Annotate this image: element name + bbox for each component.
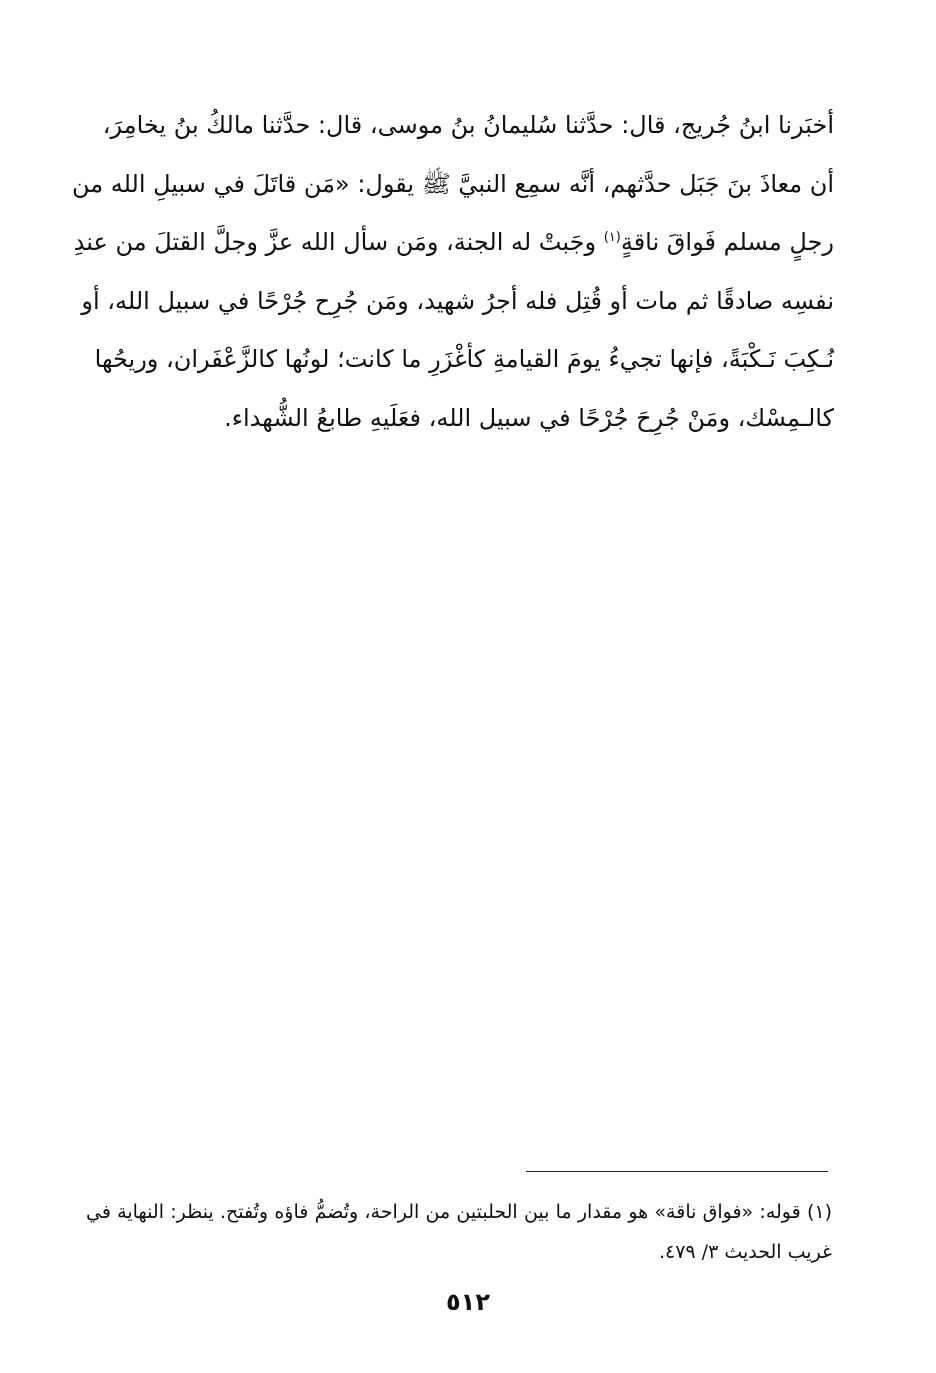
text-line-3	[73, 213, 834, 272]
footnote-block	[86, 1192, 832, 1272]
text-line-3-start: رجلٍ مسلم فَواقَ ناقةٍ	[620, 228, 834, 256]
text-line-1: أخبَرنا ابنُ جُريج، قال: حدَّثنا سُليمانُ بنُ موسى، قال: حدَّثنا مالكُ بنُ يخامِرَ،	[102, 111, 834, 139]
text-line-4: نفسِه صادقًا ثم مات أو قُتِل فله أجرُ شهيد، ومَن جُرِح جُرْحًا في سبيل الله، أو	[81, 286, 834, 315]
footnote-line-2: غريب الحديث ٣/ ٤٧٩.	[658, 1241, 832, 1263]
footnote-reference[interactable]: (١)	[603, 230, 621, 245]
main-text-block	[71, 96, 834, 447]
text-line-2: أن معاذَ بنَ جَبَل حدَّثهم، أنَّه سمِع النبيَّ ﷺ يقول: «مَن قاتَلَ في سبيلِ الله من	[71, 169, 834, 198]
text-line-6: كالـمِسْك، ومَنْ جُرِحَ جُرْحًا في سبيل الله، فعَلَيهِ طابعُ الشُّهداء.	[224, 403, 834, 432]
text-line-5: نُـكِبَ نَـكْبَةً، فإنها تجيءُ يومَ القيامةِ كأغْزَرِ ما كانت؛ لونُها كالزَّعْفَران، وريحُها	[94, 345, 834, 373]
text-line-3-end: وجَبتْ له الجنة، ومَن سأل الله عزَّ وجلَّ القتلَ من عندِ	[73, 228, 597, 256]
footnote-divider	[526, 1171, 828, 1172]
footnote-line-1: (١) قوله: «فواق ناقة» هو مقدار ما بين الحلبتين من الراحة، وتُضمُّ فاؤه وتُفتح. ينظر: النهاية في	[86, 1201, 832, 1223]
page-number: ٥١٢	[446, 1288, 490, 1316]
